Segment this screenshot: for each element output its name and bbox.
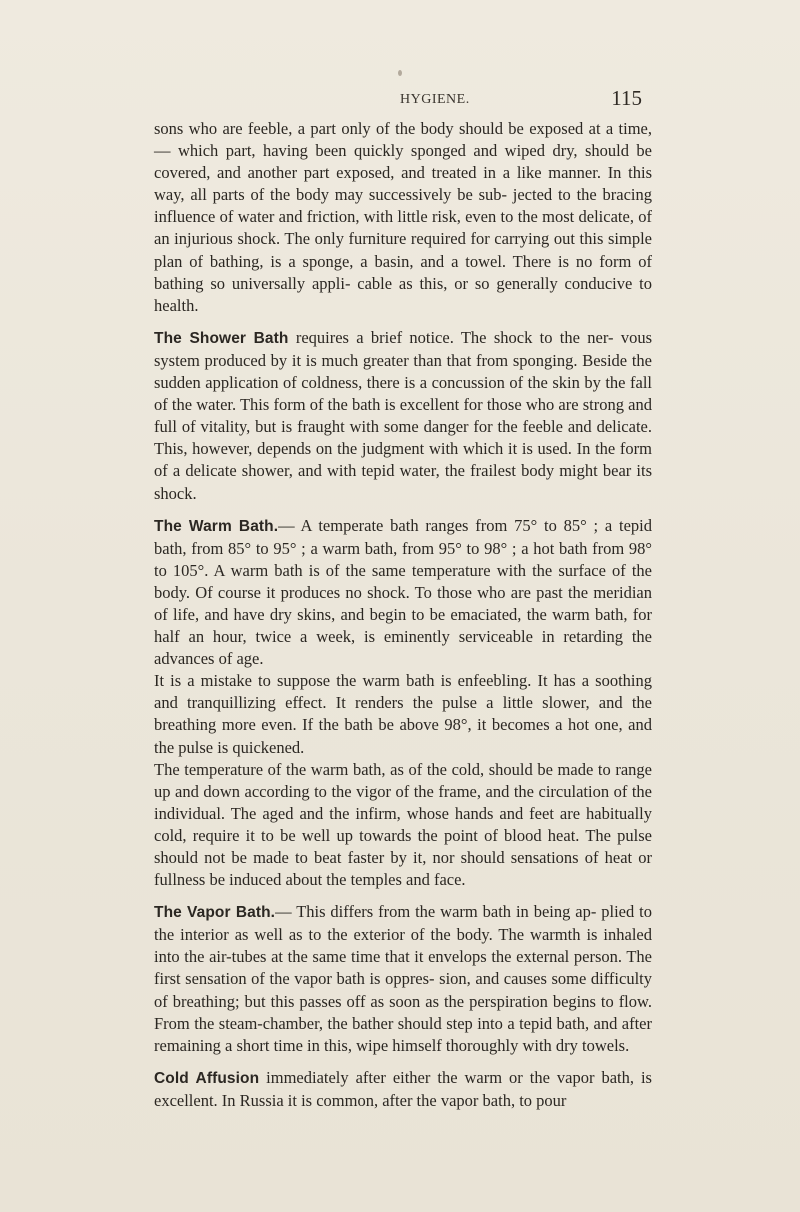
paragraph-shower-bath bbox=[154, 327, 652, 505]
paragraph-cold-affusion bbox=[154, 1067, 652, 1112]
paragraph-warm-bath-2: It is a mistake to suppose the warm bath is enfeebling. It has a soothing and tranquillizing effect. It renders the pulse a little slower, and the breathing more even. If the bath be above 98°, it becomes a hot one, and the pulse is quickened. bbox=[154, 671, 652, 757]
heading-vapor-bath: The Vapor Bath. bbox=[154, 904, 276, 922]
body-text bbox=[154, 118, 652, 1112]
running-head: HYGIENE. bbox=[400, 92, 470, 107]
heading-cold-affusion: Cold Affusion bbox=[154, 1069, 260, 1087]
heading-shower-bath: The Shower Bath bbox=[154, 329, 289, 347]
page-number: 115 bbox=[611, 86, 642, 110]
paragraph-sponging: sons who are feeble, a part only of the body should be exposed at a time, — which part, having been quickly sponged and wiped dry, should be covered, and another part exposed, and treated in a like manner. In this way, all parts of the body may successively be sub- jected to the bracing influence of water and friction, with little risk, even to the most delicate, of an injurious shock. The only furniture required for carrying out this simple plan of bathing, is a sponge, a basin, and a towel. There is no form of bathing so universally appli- cable as this, or so generally conducive to health. bbox=[154, 119, 652, 315]
heading-warm-bath: The Warm Bath. bbox=[154, 517, 279, 535]
shower-bath-text: requires a brief notice. The shock to the ner- vous system produced by it is much greater than that from sponging. Beside the sudden application of coldness, there is a concussion of the skin by the fall of the water. This form of the bath is excellent for those who are strong and full of vitality, but is fraught with some danger for the feeble and delicate. This, however, depends on the judgment with which it is used. In the form of a delicate shower, and with tepid water, the frailest body might bear its shock. bbox=[154, 327, 652, 503]
warm-bath-text: — A temperate bath ranges from 75° to 85° ; a tepid bath, from 85° to 95° ; a warm bath, from 95° to 98° ; a hot bath from 98° to 105°. A warm bath is of the same temperature with the surface of the body. Of course it produces no shock. To those who are past the meridian of life, and have dry skins, and begin to be emaciated, the warm bath, for half an hour, twice a week, is eminently serviceable in retarding the advances of age. bbox=[154, 515, 652, 669]
paragraph-warm-bath bbox=[154, 515, 652, 671]
cold-affusion-text: immediately after either the warm or the vapor bath, is excellent. In Russia it is common, after the vapor bath, to pour bbox=[154, 1067, 652, 1110]
paragraph-vapor-bath bbox=[154, 901, 652, 1057]
ink-speck bbox=[398, 70, 402, 76]
vapor-bath-text: — This differs from the warm bath in being ap- plied to the interior as well as to the exterior of the body. The warmth is inhaled into the air-tubes at the same time that it envelops the external person. The first sensation of the vapor bath is oppres- sion, and causes some difficulty of breathing; but this passes off as soon as the perspiration begins to flow. From the steam-chamber, the bather should step into a tepid bath, and after remaining a short time in this, wipe himself thoroughly with dry towels. bbox=[154, 902, 652, 1055]
paragraph-warm-bath-3: The temperature of the warm bath, as of the cold, should be made to range up and down according to the vigor of the frame, and the circulation of the individual. The aged and the infirm, whose hands and feet are habitually cold, require it to be well up towards the point of blood heat. The pulse should not be made to beat faster by it, nor should sensations of heat or fullness be induced about the temples and face. bbox=[154, 759, 652, 890]
